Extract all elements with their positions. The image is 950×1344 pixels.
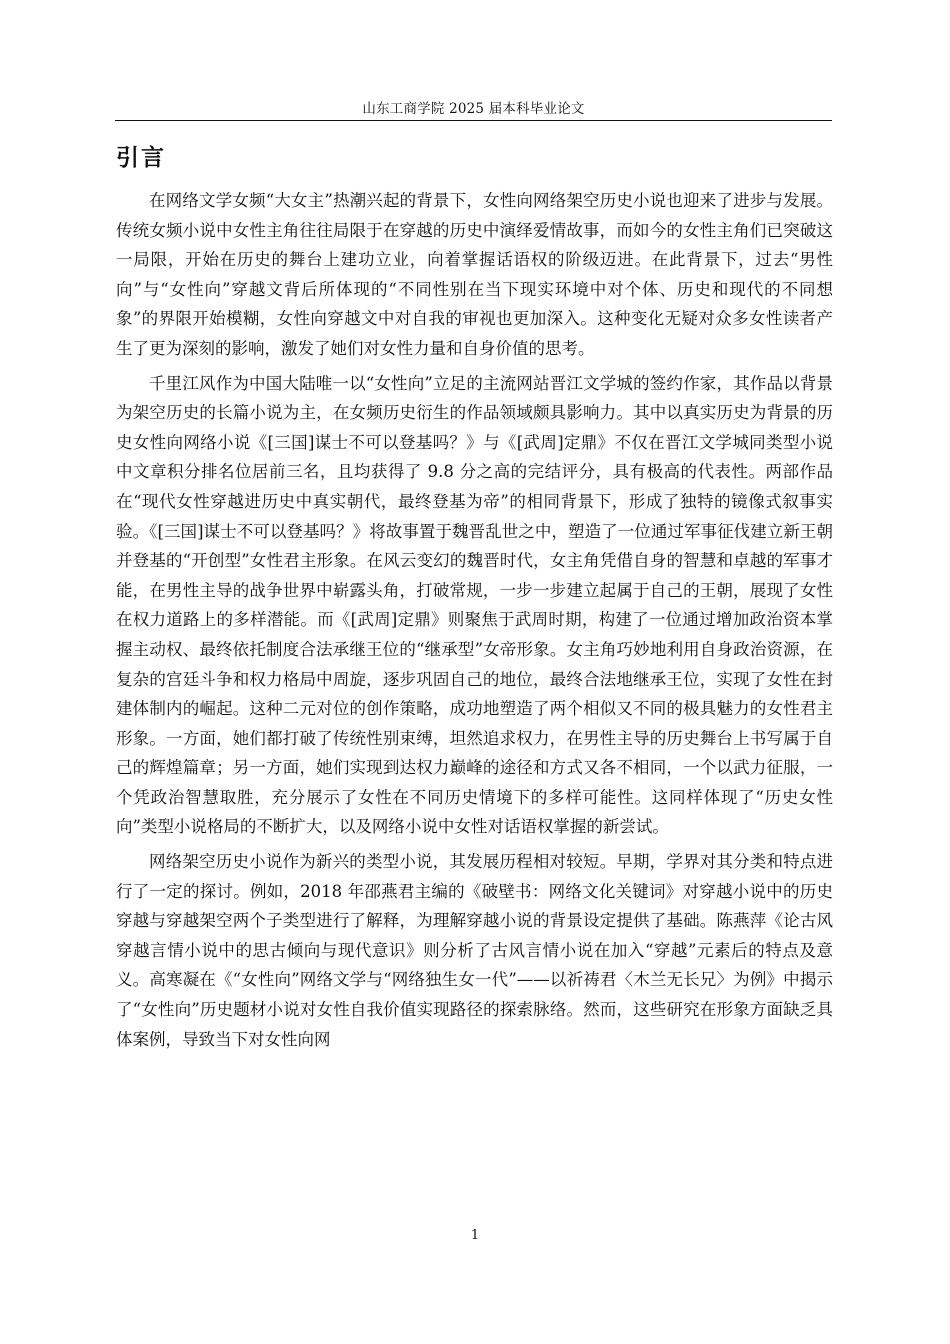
header-rule bbox=[115, 120, 832, 121]
paragraph-3: 网络架空历史小说作为新兴的类型小说，其发展历程相对较短。早期，学界对其分类和特点进行了一定的探讨。例如，2018 年邵燕君主编的《破壁书：网络文化关键词》对穿越小说中的历史穿越与穿越架空两个子类型进行了解释，为理解穿越小说的背景设定提供了基础。陈燕萍《论古风穿越言情小说中的思古倾向与现代意识》则分析了古风言情小说在加入“穿越”元素后的特点及意义。高寒凝在《“女性向”网络文学与“网络独生女一代”——以祈祷君〈木兰无长兄〉为例》中揭示了“女性向”历史题材小说对女性自我价值实现路径的探索脉络。然而，这些研究在形象方面缺乏具体案例，导致当下对女性向网 bbox=[116, 852, 833, 1049]
paragraph-1: 在网络文学女频“大女主”热潮兴起的背景下，女性向网络架空历史小说也迎来了进步与发展。传统女频小说中女性主角往往局限于在穿越的历史中演绎爱情故事，而如今的女性主角们已突破这一局限，开始在历史的舞台上建功立业，向着掌握话语权的阶级迈进。在此背景下，过去“男性向”与“女性向”穿越文背后所体现的“不同性别在当下现实环境中对个体、历史和现代的不同想象”的界限开始模糊，女性向穿越文中对自我的审视也更加深入。这种变化无疑对众多女性读者产生了更为深刻的影响，激发了她们对女性力量和自身价值的思考。 bbox=[116, 191, 833, 358]
page-number: 1 bbox=[470, 1228, 480, 1243]
body-text bbox=[116, 186, 833, 1059]
paragraph-2: 千里江风作为中国大陆唯一以“女性向”立足的主流网站晋江文学城的签约作家，其作品以背景为架空历史的长篇小说为主，在女频历史衍生的作品领域颇具影响力。其中以真实历史为背景的历史女性向网络小说《[三国]谋士不可以登基吗？》与《[武周]定鼎》不仅在晋江文学城同类型小说中文章积分排名位居前三名，且均获得了 9.8 分之高的完结评分，具有极高的代表性。两部作品在“现代女性穿越进历史中真实朝代，最终登基为帝”的相同背景下，形成了独特的镜像式叙事实验。《[三国]谋士不可以登基吗？》将故事置于魏晋乱世之中，塑造了一位通过军事征伐建立新王朝并登基的“开创型”女性君主形象。在风云变幻的魏晋时代，女主角凭借自身的智慧和卓越的军事才能，在男性主导的战争世界中崭露头角，打破常规，一步一步建立起属于自己的王朝，展现了女性在权力道路上的多样潜能。而《[武周]定鼎》则聚焦于武周时期，构建了一位通过增加政治资本掌握主动权、最终依托制度合法承继王位的“继承型”女帝形象。女主角巧妙地利用自身政治资源，在复杂的宫廷斗争和权力格局中周旋，逐步巩固自己的地位，最终合法地继承王位，实现了女性在封建体制内的崛起。这种二元对位的创作策略，成功地塑造了两个相似又不同的极具魅力的女性君主形象。一方面，她们都打破了传统性别束缚，坦然追求权力，在男性主导的历史舞台上书写属于自己的辉煌篇章；另一方面，她们实现到达权力巅峰的途径和方式又各不相同，一个以武力征服，一个凭政治智慧取胜，充分展示了女性在不同历史情境下的多样可能性。这同样体现了“历史女性向”类型小说格局的不断扩大，以及网络小说中女性对话语权掌握的新尝试。 bbox=[116, 373, 833, 837]
running-header: 山东工商学院 2025 届本科毕业论文 bbox=[362, 101, 585, 117]
section-title: 引言 bbox=[116, 145, 166, 171]
